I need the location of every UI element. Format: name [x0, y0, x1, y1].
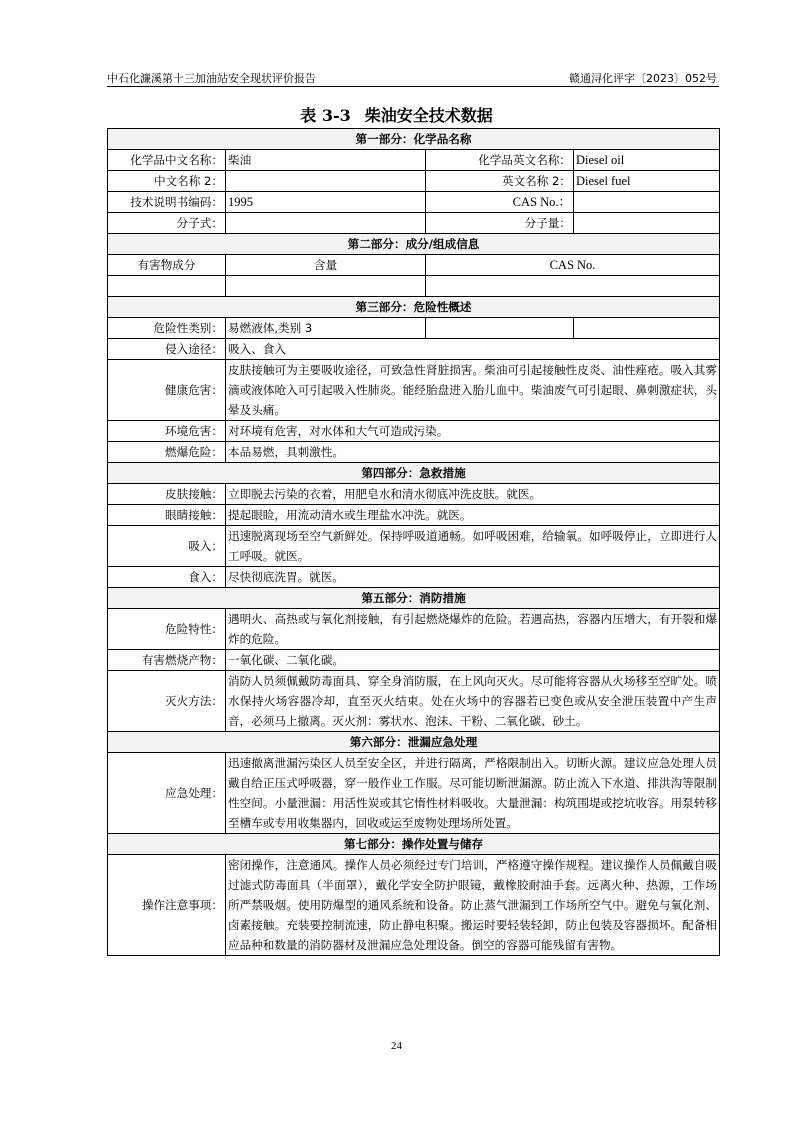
table-row	[108, 505, 720, 526]
section-1-title: 第一部分：化学品名称	[108, 129, 720, 150]
en-name2-label: 英文名称 2：	[426, 171, 574, 192]
combustion-label: 有害燃烧产物：	[108, 650, 226, 671]
combustion-value: 一氧化碳、二氧化碳。	[226, 650, 720, 671]
fire-value: 本品易燃，具刺激性。	[226, 442, 720, 463]
page-number: 24	[391, 1040, 402, 1052]
section-row	[108, 834, 720, 855]
skin-label: 皮肤接触：	[108, 484, 226, 505]
empty-cell	[574, 318, 720, 339]
hazard-class-label: 危险性类别：	[108, 318, 226, 339]
en-name-value: Diesel oil	[574, 150, 720, 171]
section-row	[108, 129, 720, 150]
safety-data-table	[107, 128, 720, 956]
mw-value	[574, 213, 720, 234]
ingest-label: 食入：	[108, 567, 226, 588]
table-title: 柴油安全技术数据	[364, 106, 493, 125]
en-name2-value: Diesel fuel	[574, 171, 720, 192]
component-header: 有害物成分	[108, 255, 226, 276]
cas-label: CAS No.：	[426, 192, 574, 213]
env-label: 环境危害：	[108, 421, 226, 442]
table-row	[108, 650, 720, 671]
section-row	[108, 234, 720, 255]
route-label: 侵入途径：	[108, 339, 226, 360]
header-report-number: 赣通浔化评字〔2023〕052号	[569, 72, 717, 85]
cas-cell	[426, 276, 720, 297]
inhale-label: 吸入：	[108, 526, 226, 567]
section-4-title: 第四部分：急救措施	[108, 463, 720, 484]
formula-value	[226, 213, 426, 234]
emergency-value: 迅速撤离泄漏污染区人员至安全区，并进行隔离，严格限制出入。切断火源。建议应急处理人员戴自给正压式呼吸器，穿一般作业工作服。尽可能切断泄漏源。防止流入下水道、排洪沟等限制性空间。小量泄漏：用活性炭或其它惰性材料吸收。大量泄漏：构筑围堤或挖坑收容。用泵转移至槽车或专用收集器内，回收或运至废物处理场所处置。	[226, 753, 720, 834]
hazard-class-value: 易燃液体,类别 3	[226, 318, 426, 339]
table-row	[108, 150, 720, 171]
section-5-title: 第五部分：消防措施	[108, 588, 720, 609]
inhale-value: 迅速脱离现场至空气新鲜处。保持呼吸道通畅。如呼吸困难，给输氧。如呼吸停止，立即进行人工呼吸。就医。	[226, 526, 720, 567]
emergency-label: 应急处理：	[108, 753, 226, 834]
table-row	[108, 192, 720, 213]
health-label: 健康危害：	[108, 360, 226, 421]
section-row	[108, 463, 720, 484]
table-row	[108, 484, 720, 505]
table-row	[108, 360, 720, 421]
table-row	[108, 567, 720, 588]
table-number: 表 3-3	[300, 106, 351, 125]
cas-header: CAS No.	[426, 255, 720, 276]
health-value: 皮肤接触可为主要吸收途径，可致急性肾脏损害。柴油可引起接触性皮炎、油性痤疮。吸入其雾滴或液体呛入可引起吸入性肺炎。能经胎盘进入胎儿血中。柴油废气可引起眼、鼻刺激症状，头晕及头痛。	[226, 360, 720, 421]
table-row	[108, 421, 720, 442]
fire-hazard-label: 危险特性：	[108, 609, 226, 650]
cn-name-label: 化学品中文名称：	[108, 150, 226, 171]
fire-label: 燃爆危险：	[108, 442, 226, 463]
header-divider	[107, 86, 719, 87]
table-row	[108, 526, 720, 567]
section-7-title: 第七部分：操作处置与储存	[108, 834, 720, 855]
eye-label: 眼睛接触：	[108, 505, 226, 526]
tech-code-value: 1995	[226, 192, 426, 213]
cn-name2-label: 中文名称 2：	[108, 171, 226, 192]
table-row	[108, 753, 720, 834]
header-report-title: 中石化濂溪第十三加油站安全现状评价报告	[107, 72, 316, 85]
extinguish-label: 灭火方法：	[108, 671, 226, 732]
formula-label: 分子式：	[108, 213, 226, 234]
section-row	[108, 297, 720, 318]
cn-name2-value	[226, 171, 426, 192]
table-row	[108, 855, 720, 956]
component-cell	[108, 276, 226, 297]
section-row	[108, 588, 720, 609]
skin-value: 立即脱去污染的衣着，用肥皂水和清水彻底冲洗皮肤。就医。	[226, 484, 720, 505]
table-row	[108, 255, 720, 276]
table-row	[108, 318, 720, 339]
table-row	[108, 609, 720, 650]
cas-value	[574, 192, 720, 213]
table-row	[108, 671, 720, 732]
table-row	[108, 213, 720, 234]
section-row	[108, 732, 720, 753]
tech-code-label: 技术说明书编码：	[108, 192, 226, 213]
mw-label: 分子量：	[426, 213, 574, 234]
route-value: 吸入、食入	[226, 339, 720, 360]
section-2-title: 第二部分：成分/组成信息	[108, 234, 720, 255]
extinguish-value: 消防人员须佩戴防毒面具、穿全身消防服，在上风向灭火。尽可能将容器从火场移至空旷处。喷水保持火场容器冷却，直至灭火结束。处在火场中的容器若已变色或从安全泄压装置中产生声音，必须马上撤离。灭火剂：雾状水、泡沫、干粉、二氧化碳、砂土。	[226, 671, 720, 732]
fire-hazard-value: 遇明火、高热或与氧化剂接触，有引起燃烧爆炸的危险。若遇高热，容器内压增大，有开裂和爆炸的危险。	[226, 609, 720, 650]
content-header: 含量	[226, 255, 426, 276]
table-row	[108, 339, 720, 360]
cn-name-value: 柴油	[226, 150, 426, 171]
table-row	[108, 276, 720, 297]
section-6-title: 第六部分：泄漏应急处理	[108, 732, 720, 753]
page-title	[0, 103, 793, 126]
ingest-value: 尽快彻底洗胃。就医。	[226, 567, 720, 588]
table-row	[108, 442, 720, 463]
env-value: 对环境有危害，对水体和大气可造成污染。	[226, 421, 720, 442]
empty-cell	[426, 318, 574, 339]
content-cell	[226, 276, 426, 297]
table-row	[108, 171, 720, 192]
section-3-title: 第三部分：危险性概述	[108, 297, 720, 318]
operation-value: 密闭操作，注意通风。操作人员必须经过专门培训，严格遵守操作规程。建议操作人员佩戴自吸过滤式防毒面具（半面罩），戴化学安全防护眼镜，戴橡胶耐油手套。远离火种、热源，工作场所严禁吸烟。使用防爆型的通风系统和设备。防止蒸气泄漏到工作场所空气中。避免与氧化剂、卤素接触。充装要控制流速，防止静电积聚。搬运时要轻装轻卸，防止包装及容器损坏。配备相应品种和数量的消防器材及泄漏应急处理设备。倒空的容器可能残留有害物。	[226, 855, 720, 956]
en-name-label: 化学品英文名称：	[426, 150, 574, 171]
operation-label: 操作注意事项：	[108, 855, 226, 956]
eye-value: 提起眼睑，用流动清水或生理盐水冲洗。就医。	[226, 505, 720, 526]
